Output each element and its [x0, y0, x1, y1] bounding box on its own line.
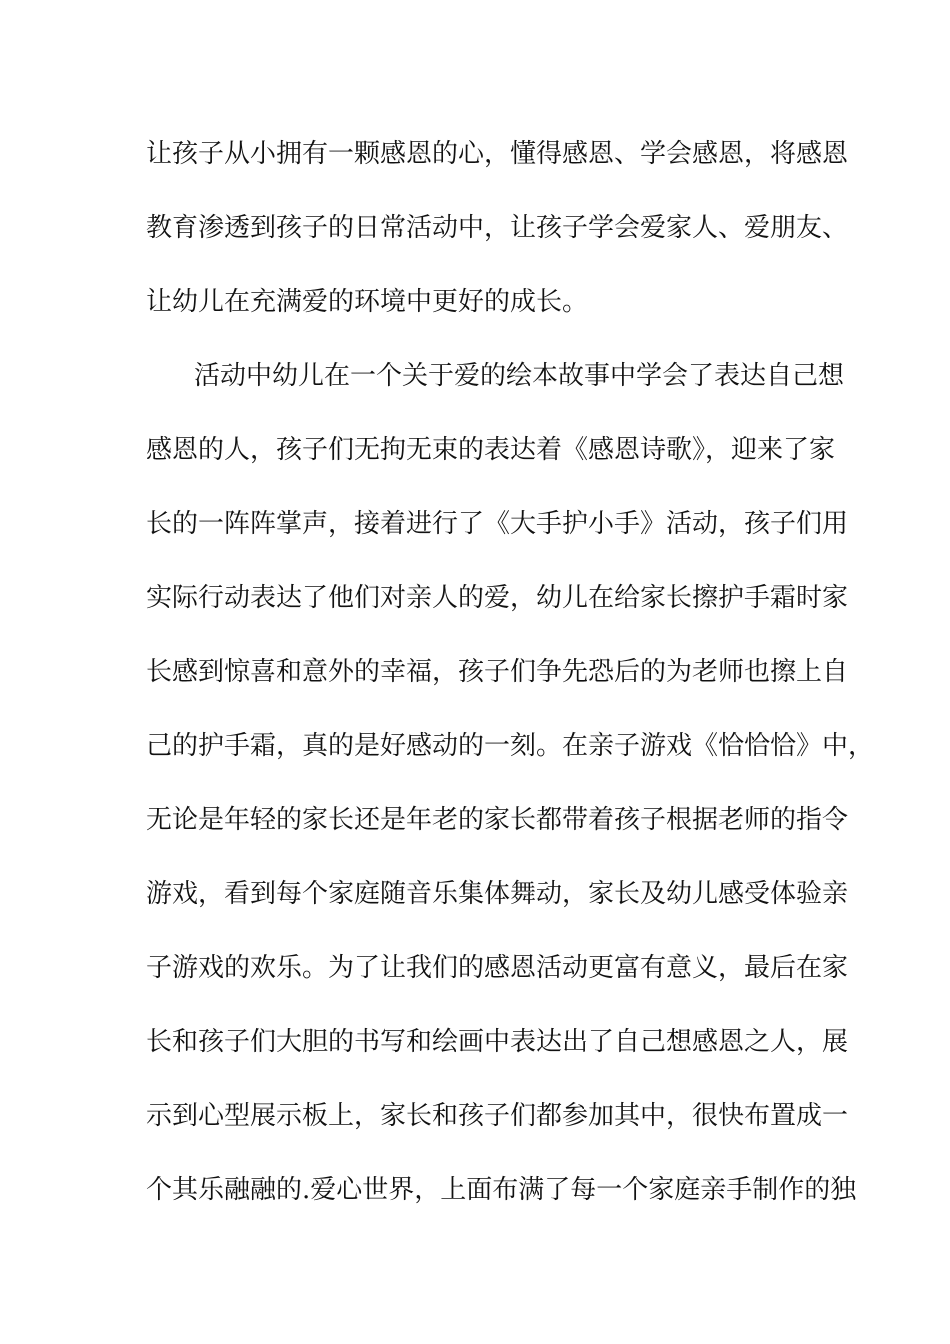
paragraph-1-line-1: 让孩子从小拥有一颗感恩的心，懂得感恩、学会感恩，将感恩 [146, 139, 849, 169]
paragraph-2-line-10: 长和孩子们大胆的书写和绘画中表达出了自己想感恩之人，展 [146, 1027, 849, 1057]
paragraph-1-line-3: 让幼儿在充满爱的环境中更好的成长。 [146, 287, 589, 317]
paragraph-2-line-6: 己的护手霜，真的是好感动的一刻。在亲子游戏《恰恰恰》中， [146, 731, 875, 761]
paragraph-2-line-5: 长感到惊喜和意外的幸福，孩子们争先恐后的为老师也擦上自 [146, 657, 849, 687]
paragraph-1-line-2: 教育渗透到孩子的日常活动中，让孩子学会爱家人、爱朋友、 [146, 213, 849, 243]
paragraph-2-line-8: 游戏，看到每个家庭随音乐集体舞动，家长及幼儿感受体验亲 [146, 879, 849, 909]
paragraph-2-line-9: 子游戏的欢乐。为了让我们的感恩活动更富有意义，最后在家 [146, 953, 849, 983]
paragraph-2-line-11: 示到心型展示板上，家长和孩子们都参加其中，很快布置成一 [146, 1101, 849, 1131]
paragraph-2-line-7: 无论是年轻的家长还是年老的家长都带着孩子根据老师的指令 [146, 805, 849, 835]
paragraph-2-line-1: 活动中幼儿在一个关于爱的绘本故事中学会了表达自己想 [194, 361, 845, 391]
paragraph-2-line-2: 感恩的人，孩子们无拘无束的表达着《感恩诗歌》，迎来了家 [146, 435, 836, 465]
paragraph-2-line-4: 实际行动表达了他们对亲人的爱，幼儿在给家长擦护手霜时家 [146, 583, 849, 613]
paragraph-2-line-12: 个其乐融融的.爱心世界，上面布满了每一个家庭亲手制作的独 [146, 1175, 857, 1205]
paragraph-2-line-3: 长的一阵阵掌声，接着进行了《大手护小手》活动，孩子们用 [146, 509, 849, 539]
